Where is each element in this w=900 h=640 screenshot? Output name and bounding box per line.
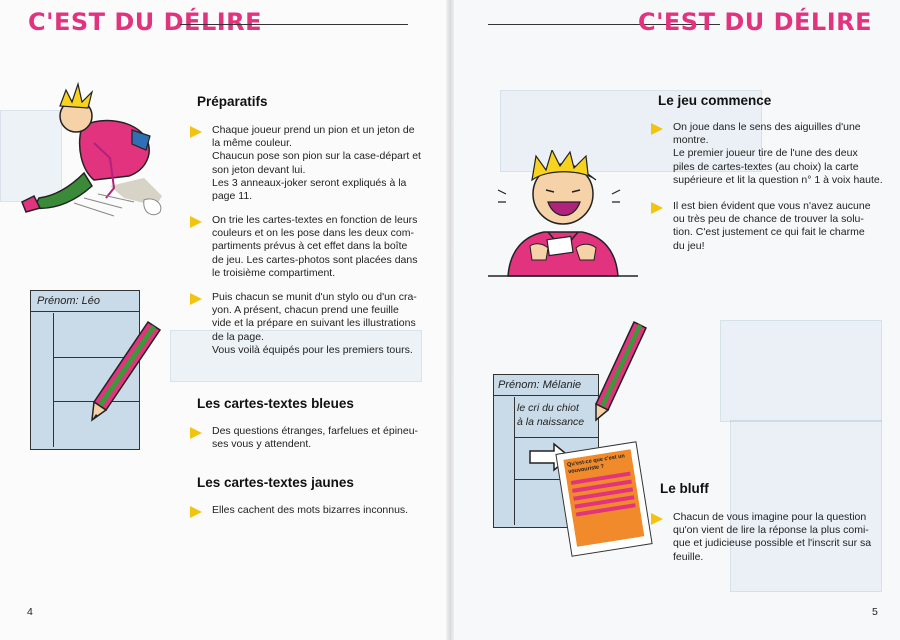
bullet-arrow-icon xyxy=(190,216,202,228)
bullet-text: Des questions étranges, farfelues et épineu- ses vous y attendent. xyxy=(212,425,419,451)
bullet-arrow-icon xyxy=(190,126,202,138)
background-faint-panel xyxy=(720,320,882,422)
sheet-column-line xyxy=(53,313,54,447)
section-title-yellow-cards: Les cartes-textes jaunes xyxy=(197,475,354,490)
jumping-boy-illustration xyxy=(14,78,174,228)
brand-logo-right: C'EST DU DÉLIRE xyxy=(637,8,872,36)
section-title-blue-cards: Les cartes-textes bleues xyxy=(197,396,354,411)
bullet-arrow-icon xyxy=(651,513,663,525)
page-number-right: 5 xyxy=(872,606,878,618)
bullet-arrow-icon xyxy=(190,427,202,439)
bullet-text: Chaque joueur prend un pion et un jeton de la même couleur. Chaucun pose son pion sur la case-départ et son jeton devant lui. Les 3 anneaux-joker seront expliqués à la page 11. xyxy=(212,124,421,203)
laughing-boy-illustration xyxy=(488,150,638,278)
bullet-text: On trie les cartes-textes en fonction de leurs couleurs et on les pose dans les deux com- partiments prévus à cet effet dans la boîte de jeu. Les cartes-photos sont placées dans le troisième compartiment. xyxy=(212,214,418,279)
section-title-preparatifs: Préparatifs xyxy=(197,94,268,109)
header-rule-left xyxy=(180,24,408,25)
page-gutter xyxy=(446,0,454,640)
bullet-text: On joue dans le sens des aiguilles d'une montre. Le premier joueur tire de l'une des deux piles de cartes-textes (au choix) la carte supérieure et lit la question n° 1 à voix haute. xyxy=(673,121,883,186)
sheet-name-label: Prénom: Mélanie xyxy=(494,375,598,396)
bullet-arrow-icon xyxy=(190,293,202,305)
sheet-handwritten-answer: le cri du chiot à la naissance xyxy=(517,402,585,428)
card-question-text: Qu'est-ce que c'est un vouvouriste ? xyxy=(566,453,626,476)
bullet-text: Elles cachent des mots bizarres inconnus. xyxy=(212,504,409,516)
bullet-arrow-icon xyxy=(190,506,202,518)
background-faint-panel xyxy=(730,420,882,592)
sheet-row-line xyxy=(514,437,598,438)
sheet-column-line xyxy=(514,397,515,525)
brand-logo-left: C'EST DU DÉLIRE xyxy=(28,8,263,36)
bullet-arrow-icon xyxy=(651,202,663,214)
section-title-bluff: Le bluff xyxy=(660,481,709,496)
bullet-arrow-icon xyxy=(651,123,663,135)
section-title-game-start: Le jeu commence xyxy=(658,93,772,108)
bullet-text: Il est bien évident que vous n'avez aucune ou très peu de chance de trouver la solu- tion. C'est justement ce qui fait le charme du jeu! xyxy=(673,200,871,252)
bullet-text: Puis chacun se munit d'un stylo ou d'un cra- yon. A présent, chacun prend une feuille vide et la prépare en suivant les illustrations de la page. Vous voilà équipés pour les premiers tours. xyxy=(212,291,417,356)
question-card-illustration xyxy=(555,441,652,557)
bullet-text: Chacun de vous imagine pour la question qu'on vient de lire la réponse la plus comi- que et judicieuse possible et l'inscrit sur sa feuille. xyxy=(673,511,872,563)
pencil-icon xyxy=(590,318,650,422)
sheet-name-label: Prénom: Léo xyxy=(31,291,139,312)
card-face xyxy=(563,449,644,547)
page-number-left: 4 xyxy=(27,606,33,618)
pencil-icon xyxy=(86,318,166,422)
